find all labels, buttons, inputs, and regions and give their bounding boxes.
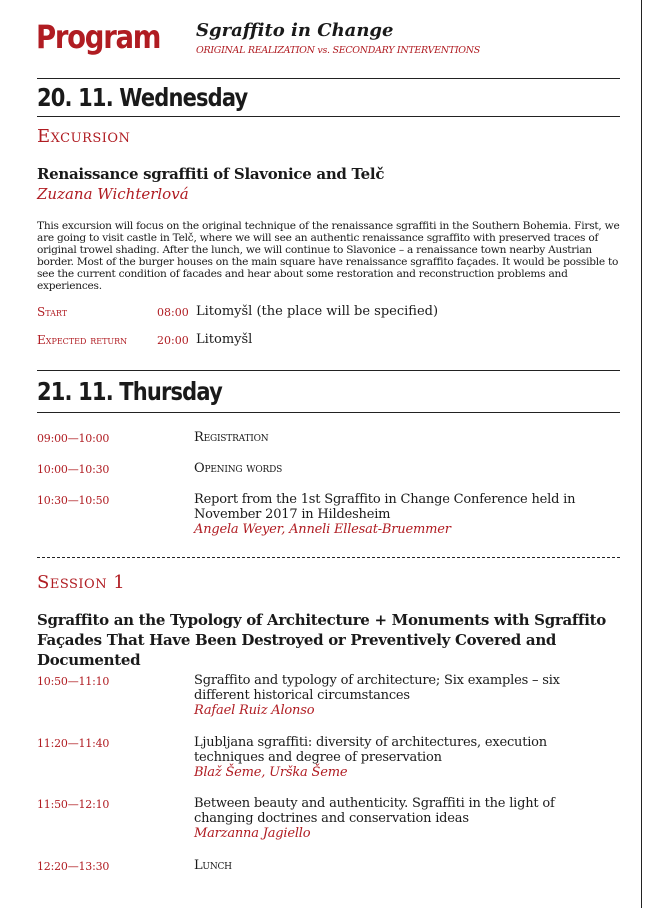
schedule-speaker: Rafael Ruiz Alonso [194,703,315,718]
session-label: Session 1 [37,572,126,593]
day-heading-wednesday: 20. 11. Wednesday [37,83,248,112]
schedule-time: 10:00—10:30 [37,463,110,476]
program-heading: Program [36,18,161,56]
divider [37,412,620,413]
divider [37,116,620,117]
logistics-label-return: Expected return [37,333,128,347]
logistics-label-start: Start [37,305,68,319]
conference-subtitle: ORIGINAL REALIZATION vs. SECONDARY INTERVENTIONS [196,45,480,56]
logistics-place-return: Litomyšl [196,332,253,347]
schedule-item [194,735,614,780]
section-excursion: Excursion [37,126,131,147]
schedule-title: Between beauty and authenticity. Sgraffiti in the light of changing doctrines and conservation ideas [194,796,555,826]
schedule-speaker: Angela Weyer, Anneli Ellesat-Bruemmer [194,522,451,537]
schedule-time: 11:20—11:40 [37,737,110,750]
schedule-speaker: Marzanna Jagiello [194,826,311,841]
schedule-title: Sgraffito and typology of architecture; Six examples – six different historical circumstances [194,673,560,703]
lecture-title: Renaissance sgraffiti of Slavonice and Telč [37,165,385,183]
schedule-time: 10:30—10:50 [37,494,110,507]
schedule-item [194,796,614,841]
schedule-title: Registration [194,430,269,445]
day-heading-thursday: 21. 11. Thursday [37,377,222,406]
schedule-item [194,492,614,537]
conference-title: Sgraffito in Change [196,20,394,41]
schedule-title: Opening words [194,461,283,476]
page-edge-line [641,0,642,908]
speaker-name: Zuzana Wichterlová [37,185,189,203]
logistics-time-start: 08:00 [157,306,189,319]
schedule-time: 11:50—12:10 [37,798,110,811]
schedule-time: 10:50—11:10 [37,675,110,688]
schedule-item [194,673,614,718]
schedule-title: Ljubljana sgraffiti: diversity of architectures, execution techniques and degree of preservation [194,735,547,765]
logistics-time-return: 20:00 [157,334,189,347]
divider [37,370,620,371]
schedule-title: Report from the 1st Sgraffito in Change Conference held in November 2017 in Hildesheim [194,492,576,522]
schedule-speaker: Blaž Šeme, Urška Šeme [194,765,348,780]
session-title: Sgraffito an the Typology of Architecture + Monuments with Sgraffito Façades That Have Been Destroyed or Preventively Covered and Documented [37,611,606,669]
excursion-description: This excursion will focus on the original technique of the renaissance sgraffiti in the Southern Bohemia. First, we are going to visit castle in Telč, where we will see an authentic renaissance sgraffito with preserved traces of original trowel shading. After the lunch, we will continue to Slavonice – a renaissance town nearby Austrian border. Most of the burger houses on the main square have renaissance sgraffito façades. It would be possible to see the current condition of facades and hear about some restoration and reconstruction problems and experiences. [37,220,620,292]
dashed-divider [37,557,620,558]
schedule-time: 12:20—13:30 [37,860,110,873]
schedule-title: Lunch [194,858,232,873]
divider [37,78,620,79]
schedule-time: 09:00—10:00 [37,432,110,445]
logistics-place-start: Litomyšl (the place will be specified) [196,304,439,319]
